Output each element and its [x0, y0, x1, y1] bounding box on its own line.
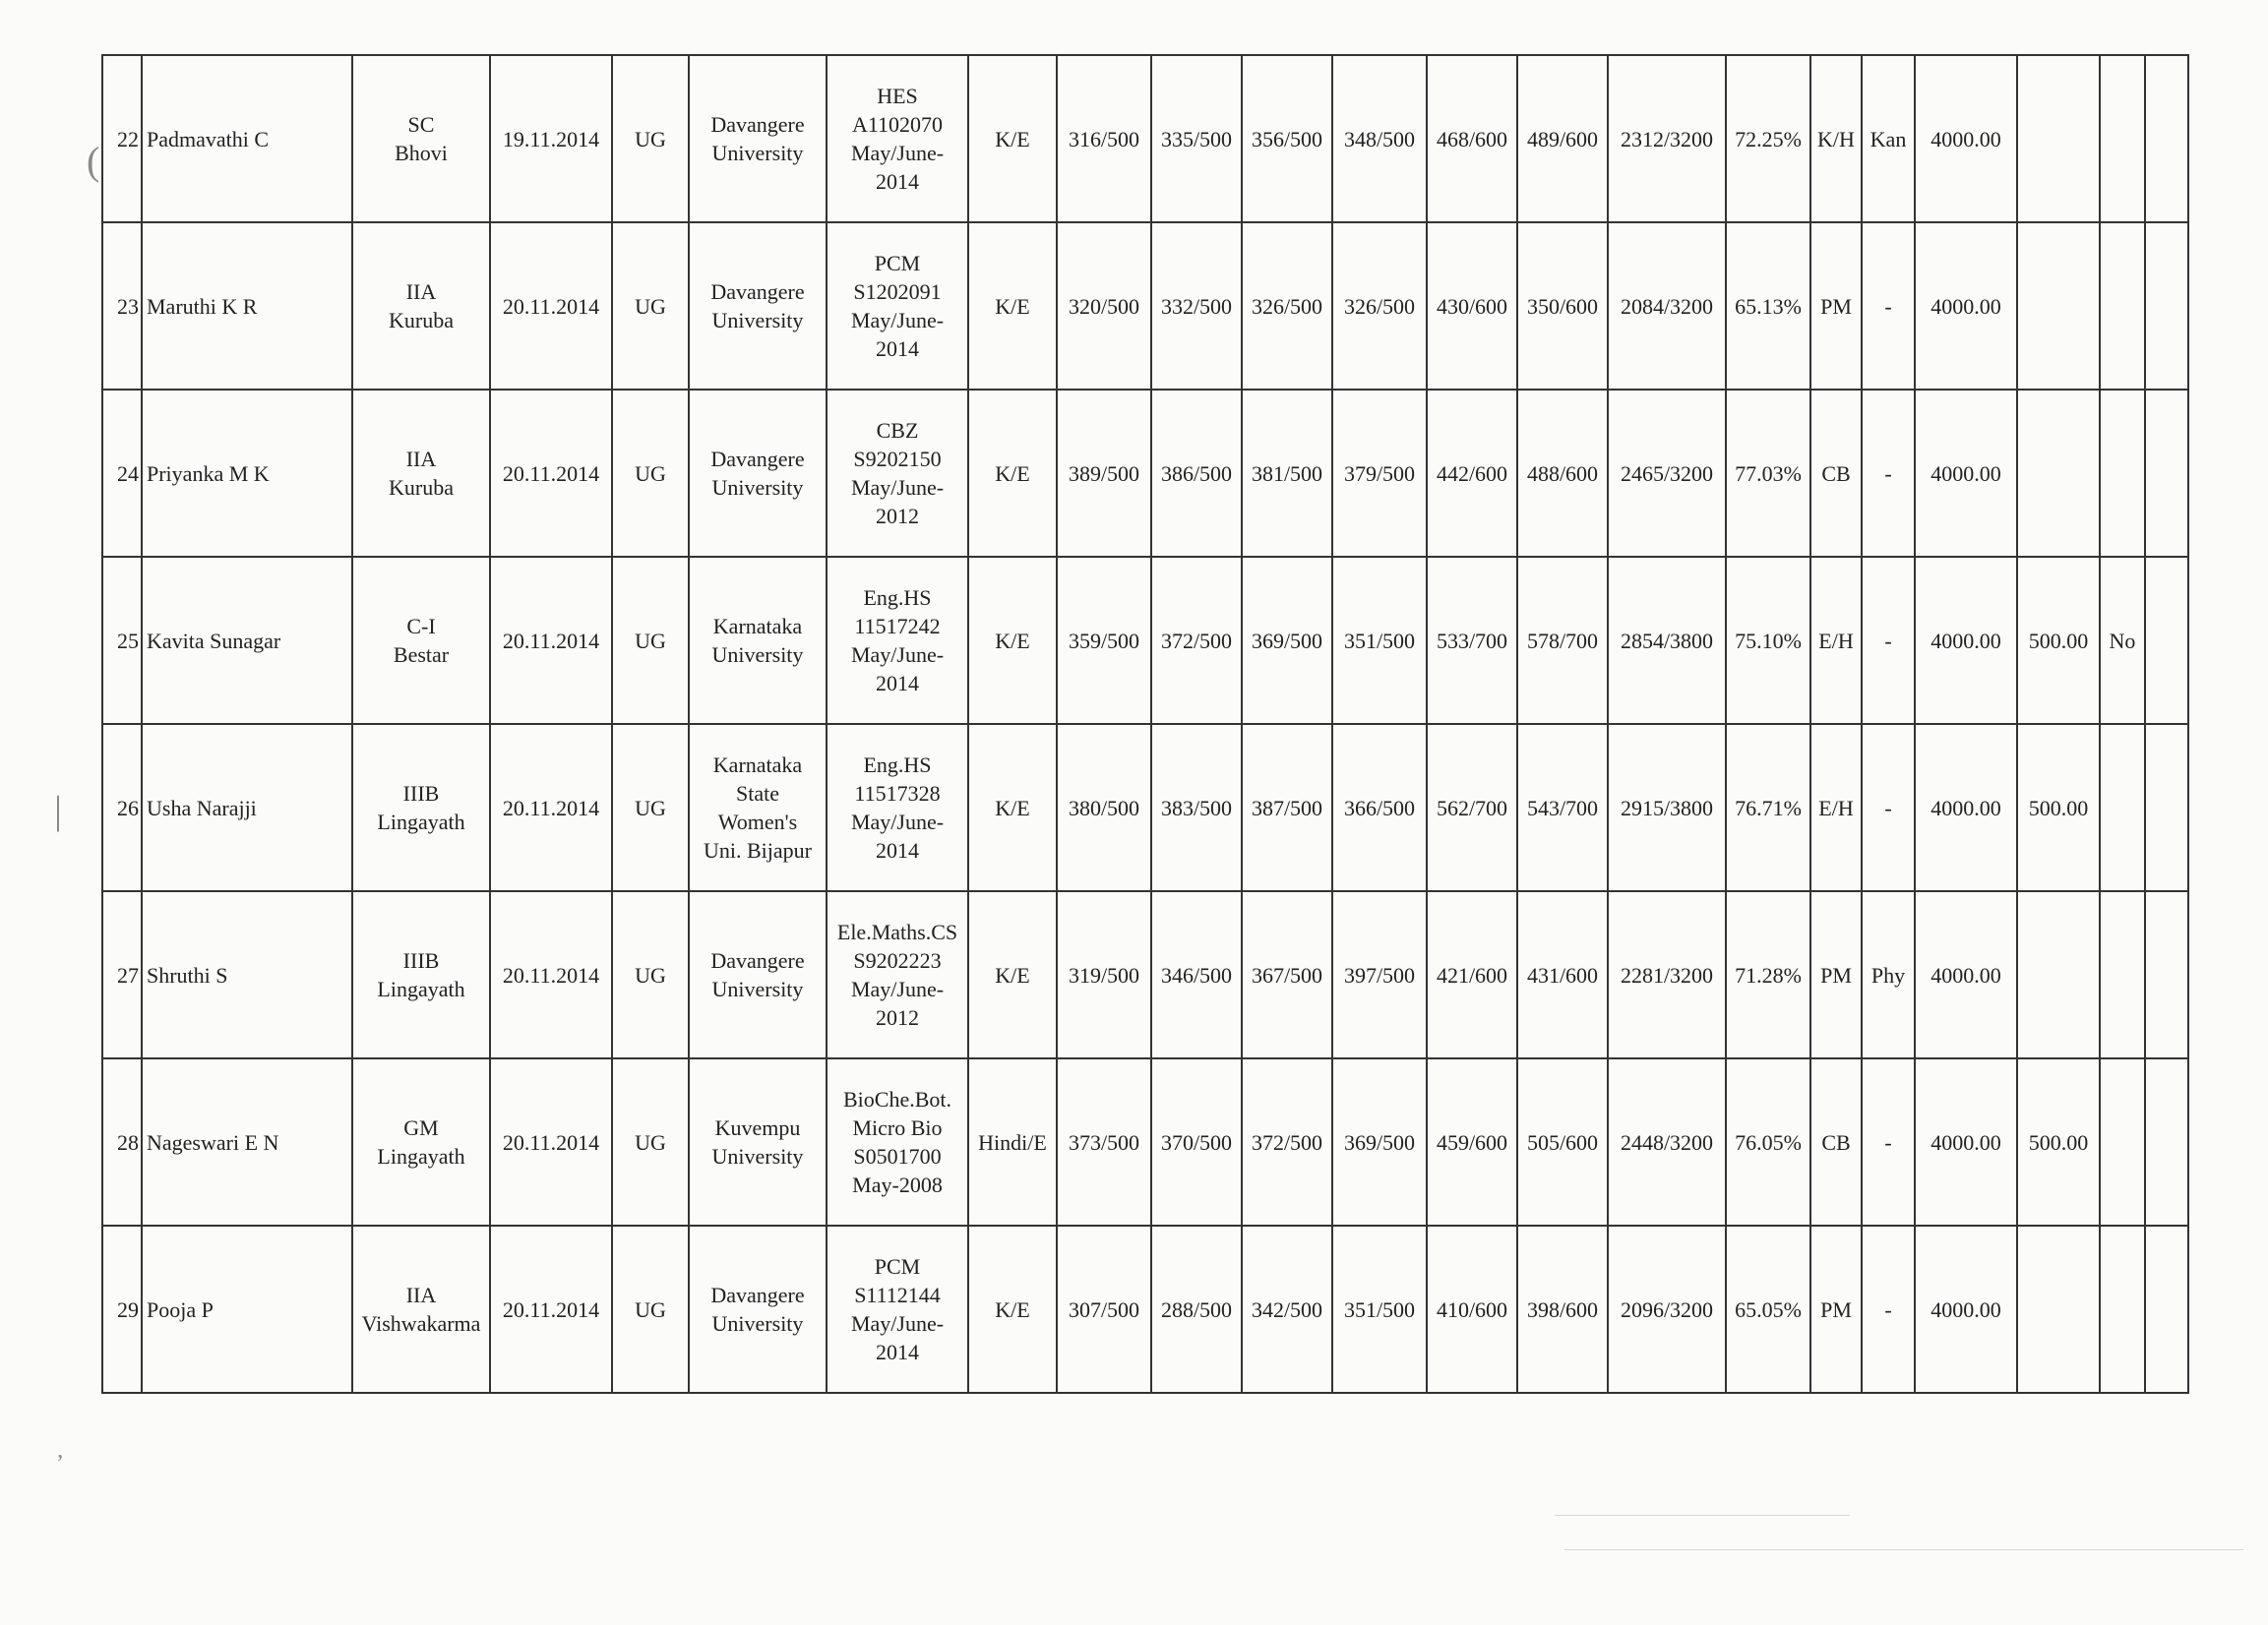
marks-2: 288/500 [1151, 1226, 1242, 1393]
university-line: University [711, 1144, 804, 1169]
exam-line: 2014 [876, 169, 919, 194]
caste-category [352, 1058, 490, 1226]
university-name [689, 1226, 827, 1393]
exam-line: Micro Bio [852, 1115, 943, 1140]
serial-number: 28 [102, 1058, 142, 1226]
table-row [102, 557, 2188, 724]
caste-line: Bhovi [395, 141, 448, 165]
percentage: 71.28% [1726, 891, 1810, 1058]
percentage: 72.25% [1726, 55, 1810, 222]
serial-number: 27 [102, 891, 142, 1058]
caste-line: Kuruba [389, 475, 454, 500]
university-name [689, 55, 827, 222]
application-date: 20.11.2014 [490, 390, 612, 557]
exam-line: May/June- [850, 1311, 945, 1336]
amount-2 [2017, 390, 2100, 557]
marks-4: 397/500 [1332, 891, 1427, 1058]
exam-line: May/June- [850, 141, 945, 165]
subject-code-2: - [1862, 1226, 1915, 1393]
marks-2: 386/500 [1151, 390, 1242, 557]
caste-category [352, 557, 490, 724]
amount-2: 500.00 [2017, 724, 2100, 891]
amount-2 [2017, 222, 2100, 390]
percentage: 75.10% [1726, 557, 1810, 724]
university-line: University [711, 308, 804, 332]
university-line: Karnataka [712, 614, 803, 638]
total-marks: 2915/3800 [1608, 724, 1726, 891]
exam-line: A1102070 [851, 112, 944, 137]
caste-line: IIA [405, 1283, 437, 1307]
amount-1: 4000.00 [1915, 1058, 2017, 1226]
medium: K/E [968, 222, 1057, 390]
marks-3: 387/500 [1242, 724, 1332, 891]
total-marks: 2312/3200 [1608, 55, 1726, 222]
serial-number: 25 [102, 557, 142, 724]
remark [2100, 1058, 2145, 1226]
amount-1: 4000.00 [1915, 557, 2017, 724]
marks-4: 369/500 [1332, 1058, 1427, 1226]
remark [2100, 1226, 2145, 1393]
amount-1: 4000.00 [1915, 55, 2017, 222]
marks-4: 351/500 [1332, 1226, 1427, 1393]
marks-2: 372/500 [1151, 557, 1242, 724]
blank-cell [2145, 891, 2188, 1058]
caste-category [352, 55, 490, 222]
subject-code-1: PM [1810, 222, 1862, 390]
course-level: UG [612, 557, 689, 724]
exam-line: 2014 [876, 671, 919, 695]
amount-1: 4000.00 [1915, 1226, 2017, 1393]
exam-details [827, 724, 968, 891]
marks-2: 335/500 [1151, 55, 1242, 222]
marks-5: 468/600 [1427, 55, 1517, 222]
exam-line: S1202091 [853, 279, 942, 304]
marks-1: 319/500 [1057, 891, 1151, 1058]
scan-mark: ʼ [56, 1451, 64, 1476]
student-name: Pooja P [142, 1226, 352, 1393]
records-table [101, 54, 2189, 1394]
course-level: UG [612, 390, 689, 557]
subject-code-2: - [1862, 222, 1915, 390]
medium: K/E [968, 724, 1057, 891]
marks-2: 370/500 [1151, 1058, 1242, 1226]
application-date: 20.11.2014 [490, 1058, 612, 1226]
exam-line: HES [877, 84, 918, 108]
scan-line [1564, 1549, 2243, 1550]
caste-line: IIA [405, 279, 437, 304]
marks-5: 430/600 [1427, 222, 1517, 390]
total-marks: 2448/3200 [1608, 1058, 1726, 1226]
total-marks: 2084/3200 [1608, 222, 1726, 390]
caste-line: Lingayath [377, 1144, 465, 1169]
exam-line: PCM [874, 1254, 921, 1279]
marks-2: 383/500 [1151, 724, 1242, 891]
exam-line: 2012 [876, 504, 919, 528]
university-line: University [711, 475, 804, 500]
percentage: 65.05% [1726, 1226, 1810, 1393]
marks-6: 578/700 [1517, 557, 1608, 724]
course-level: UG [612, 55, 689, 222]
caste-category [352, 724, 490, 891]
university-name [689, 222, 827, 390]
marks-4: 348/500 [1332, 55, 1427, 222]
marks-3: 372/500 [1242, 1058, 1332, 1226]
table-row [102, 222, 2188, 390]
exam-line: Ele.Maths.CS [836, 920, 958, 944]
marks-4: 366/500 [1332, 724, 1427, 891]
medium: K/E [968, 1226, 1057, 1393]
university-name [689, 891, 827, 1058]
application-date: 20.11.2014 [490, 557, 612, 724]
exam-details [827, 1226, 968, 1393]
university-line: University [711, 1311, 804, 1336]
exam-line: May-2008 [852, 1173, 943, 1197]
blank-cell [2145, 1058, 2188, 1226]
caste-line: Lingayath [377, 977, 465, 1001]
marks-5: 562/700 [1427, 724, 1517, 891]
exam-line: 11517242 [854, 614, 941, 638]
exam-details [827, 891, 968, 1058]
student-name: Kavita Sunagar [142, 557, 352, 724]
exam-line: PCM [874, 251, 921, 275]
subject-code-1: CB [1810, 1058, 1862, 1226]
table-row [102, 724, 2188, 891]
marks-3: 381/500 [1242, 390, 1332, 557]
subject-code-1: PM [1810, 1226, 1862, 1393]
blank-cell [2145, 55, 2188, 222]
exam-line: Eng.HS [863, 585, 932, 610]
university-line: Davangere [710, 112, 805, 137]
marks-6: 488/600 [1517, 390, 1608, 557]
university-line: Kuvempu [714, 1115, 801, 1140]
marks-1: 359/500 [1057, 557, 1151, 724]
marks-3: 326/500 [1242, 222, 1332, 390]
table-body [102, 55, 2188, 1393]
application-date: 20.11.2014 [490, 1226, 612, 1393]
serial-number: 23 [102, 222, 142, 390]
subject-code-1: PM [1810, 891, 1862, 1058]
course-level: UG [612, 1226, 689, 1393]
exam-details [827, 390, 968, 557]
table-row [102, 1226, 2188, 1393]
remark [2100, 390, 2145, 557]
marks-5: 410/600 [1427, 1226, 1517, 1393]
university-line: Davangere [710, 279, 805, 304]
caste-category [352, 1226, 490, 1393]
exam-line: 2012 [876, 1005, 919, 1030]
course-level: UG [612, 891, 689, 1058]
table-row [102, 390, 2188, 557]
marks-3: 342/500 [1242, 1226, 1332, 1393]
subject-code-2: - [1862, 390, 1915, 557]
marks-4: 326/500 [1332, 222, 1427, 390]
subject-code-2: - [1862, 724, 1915, 891]
marks-5: 459/600 [1427, 1058, 1517, 1226]
subject-code-2: Kan [1862, 55, 1915, 222]
scan-mark: | [54, 788, 63, 832]
subject-code-1: E/H [1810, 724, 1862, 891]
exam-line: BioChe.Bot. [842, 1087, 951, 1112]
university-line: Davangere [710, 447, 805, 471]
caste-line: C-I [406, 614, 436, 638]
caste-line: Bestar [393, 642, 450, 667]
university-line: Davangere [710, 948, 805, 973]
marks-4: 351/500 [1332, 557, 1427, 724]
blank-cell [2145, 1226, 2188, 1393]
serial-number: 26 [102, 724, 142, 891]
exam-line: May/June- [850, 308, 945, 332]
exam-line: May/June- [850, 810, 945, 834]
exam-line: May/June- [850, 642, 945, 667]
marks-4: 379/500 [1332, 390, 1427, 557]
application-date: 20.11.2014 [490, 222, 612, 390]
exam-line: May/June- [850, 977, 945, 1001]
medium: Hindi/E [968, 1058, 1057, 1226]
university-name [689, 1058, 827, 1226]
marks-5: 533/700 [1427, 557, 1517, 724]
scan-line [1555, 1515, 1850, 1516]
marks-5: 421/600 [1427, 891, 1517, 1058]
exam-details [827, 222, 968, 390]
exam-line: S9202223 [853, 948, 942, 973]
caste-line: Kuruba [389, 308, 454, 332]
student-name: Maruthi K R [142, 222, 352, 390]
university-line: University [711, 977, 804, 1001]
records-sheet [101, 54, 2189, 1394]
percentage: 76.05% [1726, 1058, 1810, 1226]
amount-2: 500.00 [2017, 557, 2100, 724]
total-marks: 2854/3800 [1608, 557, 1726, 724]
student-name: Priyanka M K [142, 390, 352, 557]
remark [2100, 891, 2145, 1058]
subject-code-2: - [1862, 557, 1915, 724]
course-level: UG [612, 222, 689, 390]
marks-1: 320/500 [1057, 222, 1151, 390]
marks-3: 356/500 [1242, 55, 1332, 222]
caste-line: IIIB [402, 781, 440, 806]
student-name: Padmavathi C [142, 55, 352, 222]
university-line: University [711, 141, 804, 165]
marks-1: 389/500 [1057, 390, 1151, 557]
marks-1: 307/500 [1057, 1226, 1151, 1393]
percentage: 77.03% [1726, 390, 1810, 557]
amount-1: 4000.00 [1915, 222, 2017, 390]
subject-code-1: CB [1810, 390, 1862, 557]
marks-1: 380/500 [1057, 724, 1151, 891]
percentage: 65.13% [1726, 222, 1810, 390]
caste-line: GM [403, 1115, 439, 1140]
university-name [689, 557, 827, 724]
university-line: Davangere [710, 1283, 805, 1307]
university-name [689, 724, 827, 891]
blank-cell [2145, 390, 2188, 557]
blank-cell [2145, 557, 2188, 724]
blank-cell [2145, 724, 2188, 891]
caste-category [352, 891, 490, 1058]
application-date: 20.11.2014 [490, 724, 612, 891]
exam-line: 2014 [876, 838, 919, 863]
exam-details [827, 1058, 968, 1226]
marks-1: 373/500 [1057, 1058, 1151, 1226]
caste-line: IIIB [402, 948, 440, 973]
remark [2100, 222, 2145, 390]
exam-line: S9202150 [853, 447, 942, 471]
subject-code-1: E/H [1810, 557, 1862, 724]
marks-3: 369/500 [1242, 557, 1332, 724]
marks-6: 431/600 [1517, 891, 1608, 1058]
total-marks: 2465/3200 [1608, 390, 1726, 557]
exam-line: 11517328 [854, 781, 941, 806]
serial-number: 24 [102, 390, 142, 557]
table-row [102, 1058, 2188, 1226]
student-name: Shruthi S [142, 891, 352, 1058]
university-line: Uni. Bijapur [704, 838, 812, 863]
exam-line: May/June- [850, 475, 945, 500]
course-level: UG [612, 724, 689, 891]
marks-6: 398/600 [1517, 1226, 1608, 1393]
table-row [102, 891, 2188, 1058]
subject-code-2: - [1862, 1058, 1915, 1226]
scan-mark: ( [87, 139, 100, 183]
serial-number: 22 [102, 55, 142, 222]
student-name: Nageswari E N [142, 1058, 352, 1226]
caste-category [352, 390, 490, 557]
marks-2: 346/500 [1151, 891, 1242, 1058]
marks-2: 332/500 [1151, 222, 1242, 390]
medium: K/E [968, 390, 1057, 557]
exam-line: 2014 [876, 1340, 919, 1364]
remark: No [2100, 557, 2145, 724]
caste-line: Vishwakarma [361, 1311, 481, 1336]
medium: K/E [968, 891, 1057, 1058]
subject-code-1: K/H [1810, 55, 1862, 222]
university-line: State [736, 781, 779, 806]
remark [2100, 724, 2145, 891]
medium: K/E [968, 557, 1057, 724]
amount-2 [2017, 55, 2100, 222]
subject-code-2: Phy [1862, 891, 1915, 1058]
exam-details [827, 55, 968, 222]
exam-line: 2014 [876, 336, 919, 361]
course-level: UG [612, 1058, 689, 1226]
medium: K/E [968, 55, 1057, 222]
application-date: 19.11.2014 [490, 55, 612, 222]
amount-2 [2017, 1226, 2100, 1393]
caste-line: Lingayath [377, 810, 465, 834]
marks-5: 442/600 [1427, 390, 1517, 557]
caste-category [352, 222, 490, 390]
marks-6: 543/700 [1517, 724, 1608, 891]
caste-line: IIA [405, 447, 437, 471]
percentage: 76.71% [1726, 724, 1810, 891]
application-date: 20.11.2014 [490, 891, 612, 1058]
marks-6: 350/600 [1517, 222, 1608, 390]
marks-1: 316/500 [1057, 55, 1151, 222]
caste-line: SC [407, 112, 435, 137]
exam-line: Eng.HS [863, 752, 932, 777]
student-name: Usha Narajji [142, 724, 352, 891]
marks-6: 505/600 [1517, 1058, 1608, 1226]
amount-2: 500.00 [2017, 1058, 2100, 1226]
total-marks: 2281/3200 [1608, 891, 1726, 1058]
university-line: Karnataka [712, 752, 803, 777]
amount-1: 4000.00 [1915, 891, 2017, 1058]
remark [2100, 55, 2145, 222]
exam-line: CBZ [876, 418, 919, 443]
exam-line: S1112144 [854, 1283, 941, 1307]
serial-number: 29 [102, 1226, 142, 1393]
amount-1: 4000.00 [1915, 724, 2017, 891]
university-name [689, 390, 827, 557]
total-marks: 2096/3200 [1608, 1226, 1726, 1393]
table-row [102, 55, 2188, 222]
university-line: Women's [717, 810, 798, 834]
blank-cell [2145, 222, 2188, 390]
exam-details [827, 557, 968, 724]
amount-2 [2017, 891, 2100, 1058]
marks-6: 489/600 [1517, 55, 1608, 222]
university-line: University [711, 642, 804, 667]
exam-line: S0501700 [853, 1144, 942, 1169]
marks-3: 367/500 [1242, 891, 1332, 1058]
amount-1: 4000.00 [1915, 390, 2017, 557]
